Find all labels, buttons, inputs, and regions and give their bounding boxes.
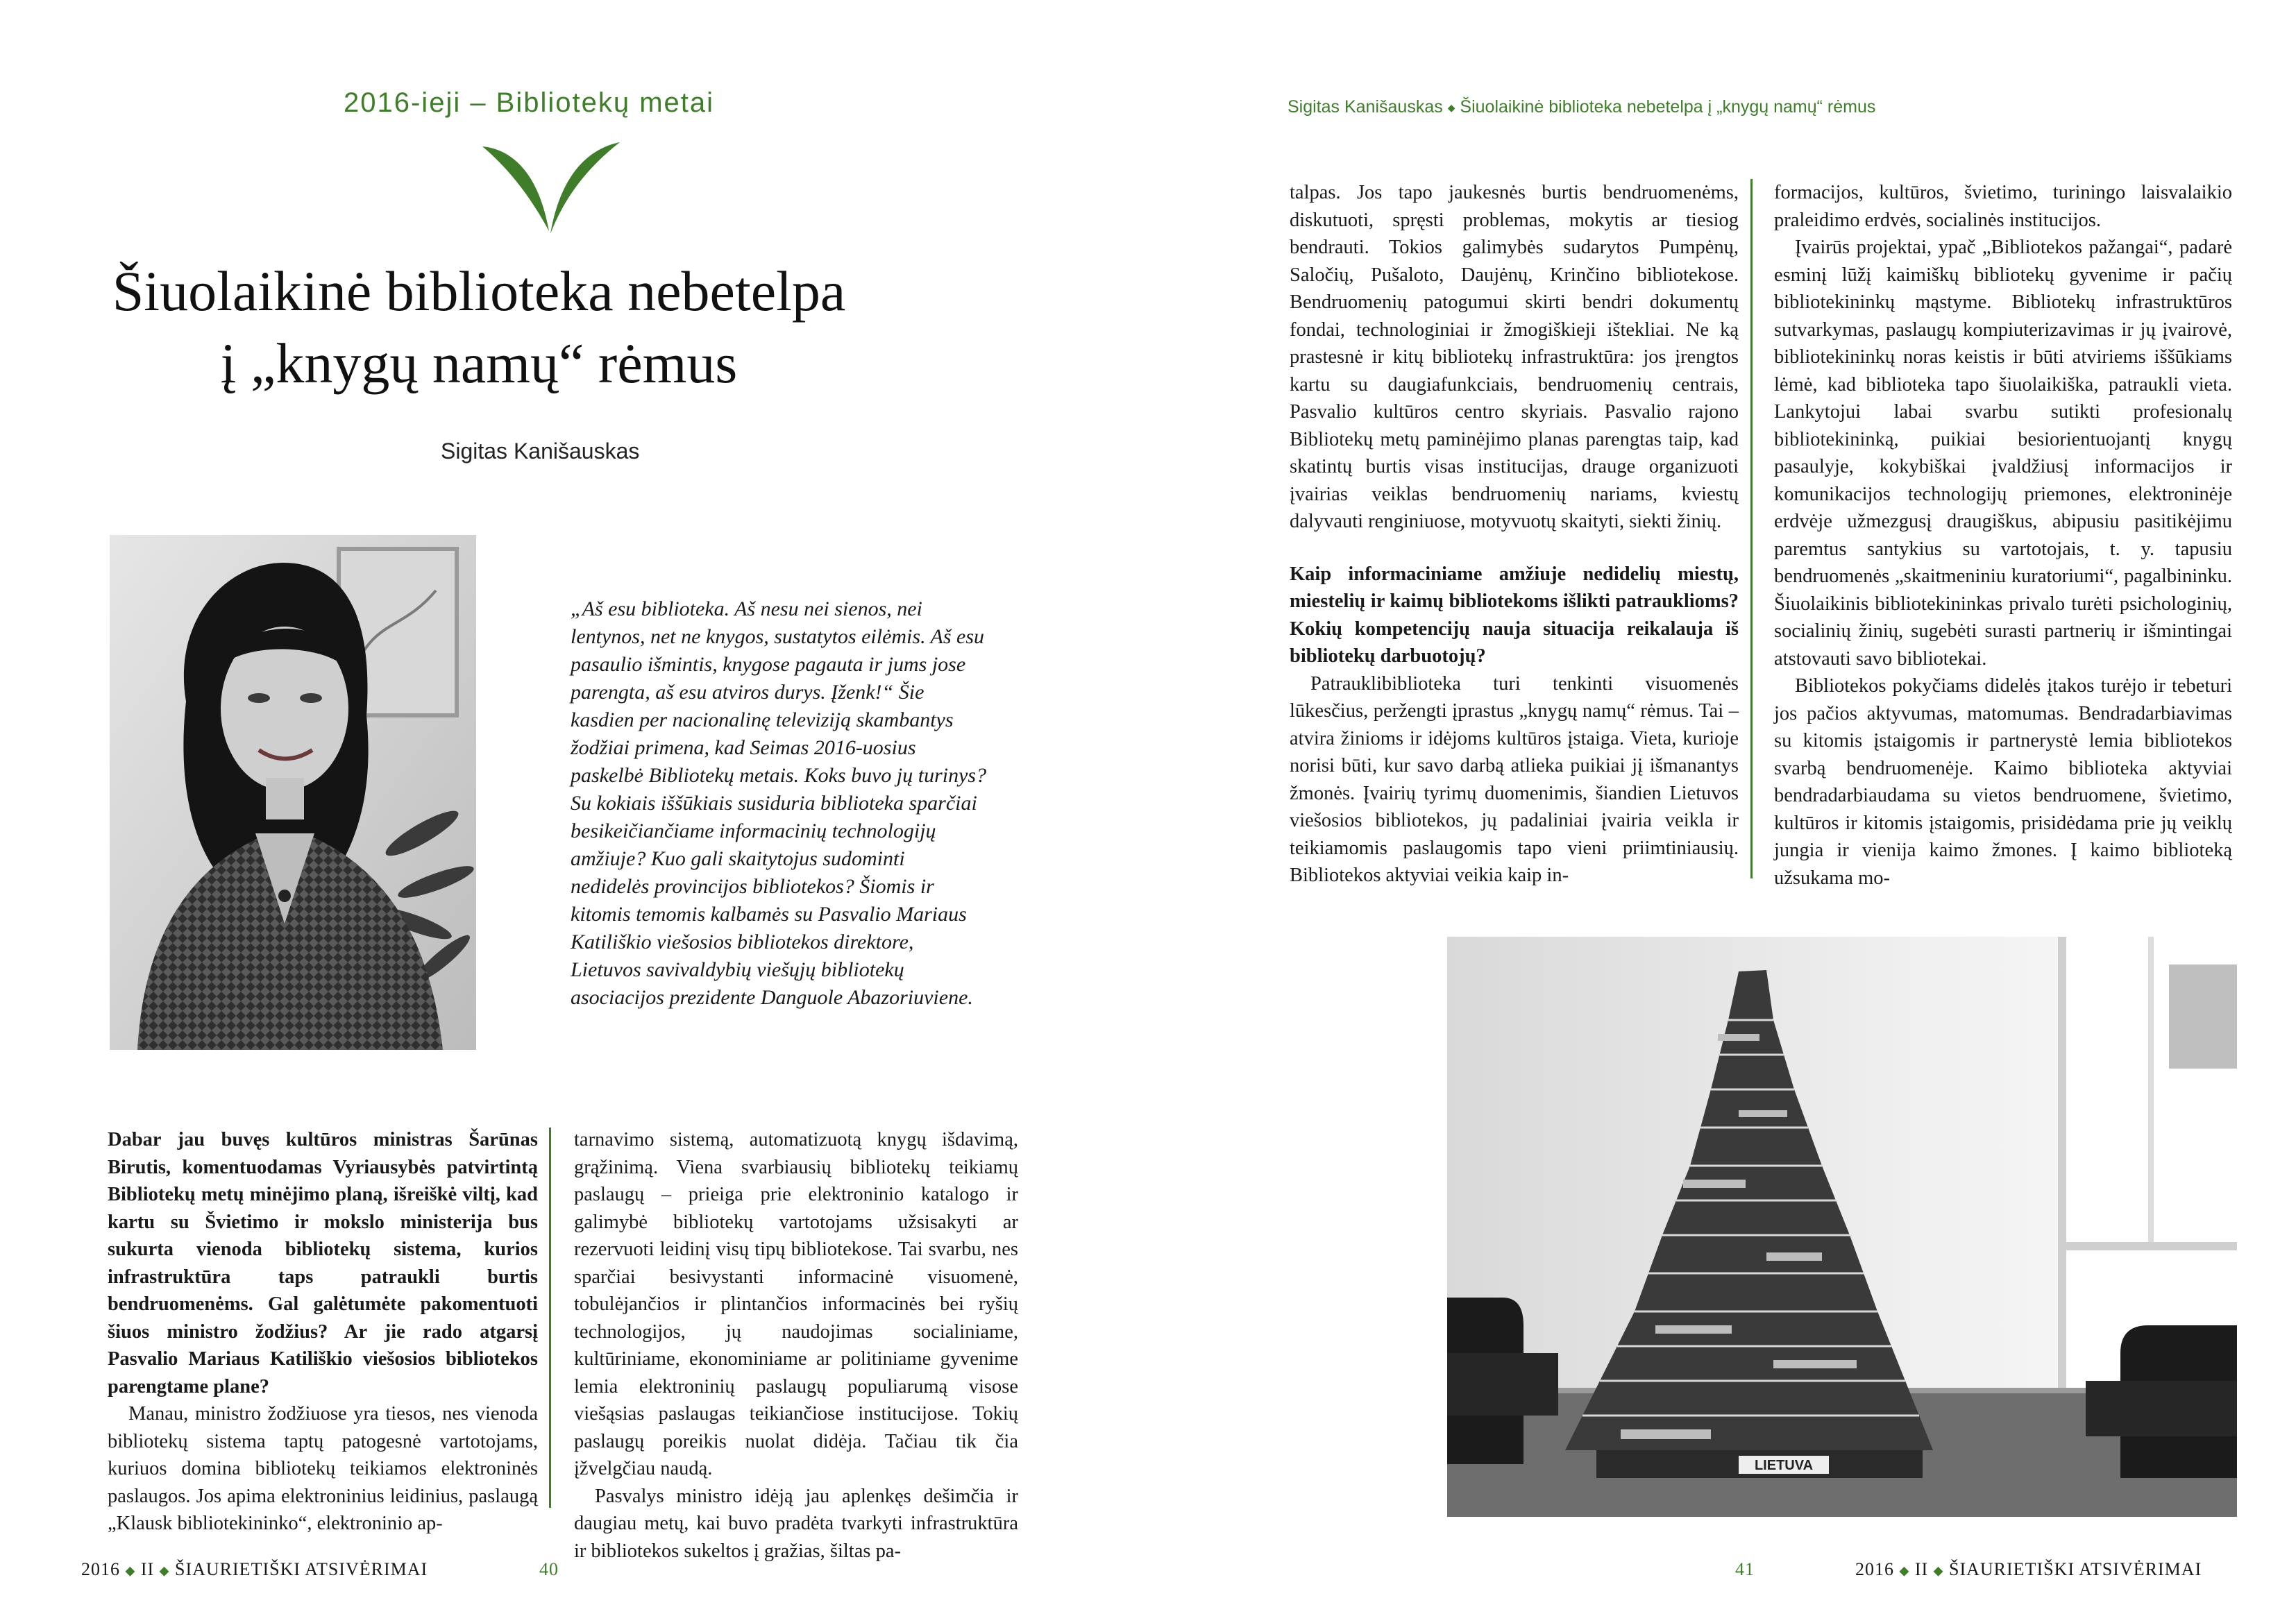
left-footer	[81, 1559, 581, 1580]
portrait-photo	[110, 535, 476, 1050]
interview-answer: Manau, ministro žodžiuose yra tiesos, nes vienoda bibliotekų sistema taptų patogesnė vartotojams, kuriuos domina bibliotekų teikiamos elektroninės paslaugos. Jos apima elektroninius leidinius, paslaugą „Klausk bibliotekininko“, elektroninio ap-	[108, 1403, 538, 1534]
running-head-title: Šiuolaikinė biblioteka nebetelpa į „knygų namų“ rėmus	[1460, 97, 1876, 117]
right-column-2	[1774, 179, 2232, 892]
page-number: 41	[1735, 1559, 1755, 1579]
column-rule	[549, 1128, 551, 1508]
title-line-2: į „knygų namų“ rėmus	[220, 332, 738, 395]
article-author: Sigitas Kanišauskas	[441, 439, 640, 464]
diamond-icon: ◆	[1899, 1563, 1910, 1578]
book-tree-photo	[1447, 937, 2237, 1517]
running-head	[1288, 97, 1982, 117]
article-title	[83, 255, 875, 400]
article-lead: „Aš esu biblioteka. Aš nesu nei sienos, nei lentynos, net ne knygos, sustatytos eilėmis. Aš esu pasaulio išmintis, knygose pagauta ir jums jose parengta, aš esu atviros durys. Įženk!“ Šie kasdien per nacionalinę televiziją skambantys žodžiai primena, kad Seimas 2016-uosius paskelbė Bibliotekų metais. Koks buvo jų turinys? Su kokiais iššūkiais susiduria biblioteka sparčiai besikeičiančiame informacinių technologijų amžiuje? Kuo gali skaitytojus sudominti nedidelės provincijos bibliotekos? Šiomis ir kitomis temomis kalbamės su Pasvalio Mariaus Katiliškio viešosios bibliotekos direktore, Lietuvos savivaldybių viešųjų bibliotekų asociacijos prezidente Danguole Abazoriuviene.	[571, 597, 987, 1009]
footer-issue: II	[140, 1559, 155, 1579]
footer-issue: II	[1914, 1559, 1929, 1579]
left-column-2	[574, 1126, 1018, 1565]
interview-question: Kaip informaciniame amžiuje nedidelių miestų, miestelių ir kaimų bibliotekoms išlikti patrauklioms? Kokių kompetencijų nauja situacija reikalauja iš bibliotekų darbuotojų?	[1290, 563, 1739, 667]
paragraph: talpas. Jos tapo jaukesnės burtis bendruomenėms, diskutuoti, spręsti problemas, mokytis ar tiesiog bendrauti. Tokios galimybės sudarytos Pumpėnų, Saločių, Pušaloto, Daujėnų, Krinčino bibliotekose. Bendruomenių patogumui skirti bendri dokumentų fondai, technologiniai ir žmogiškieji ištekliai. Ne ką prastesnė ir kitų bibliotekų infrastruktūra: jos įrengtos kartu su daugiafunkciais, bendruomenių centrais, Pasvalio kultūros centro skyriais. Pasvalio rajono Bibliotekų metų paminėjimo planas parengtas taip, kad skatintų burtis visas institucijas, drauge organizuoti įvairias veiklas bendruomenių nariams, kviestų dalyvauti renginiuose, motyvuotų skaityti, siekti žinių.	[1290, 182, 1739, 532]
book-spine-label: LIETUVA	[1754, 1458, 1814, 1473]
paragraph: tarnavimo sistemą, automatizuotą knygų išdavimą, grąžinimą. Viena svarbiausių bibliotekų teikiamų paslaugų – prieiga prie elektroninio katalogo ir galimybė bibliotekų vartotojams užsisakyti ar rezervuoti leidinį visų tipų bibliotekose. Tai svarbu, nes sparčiai besivystanti informacinė visuomenė, tobulėjančios ir plintančios informacinės bei ryšių technologijos, jų naudojimas socialiniame, kultūriniame, ekonominiame ar politiniame gyvenime lemia elektroninių paslaugų populiarumą visose viešąsias paslaugas teikiančiose institucijose. Tokių paslaugų poreikis nuolat didėja. Tačiau tik čia įžvelgčiau naudą.	[574, 1129, 1018, 1479]
footer-magazine: ŠIAURIETIŠKI ATSIVĖRIMAI	[1949, 1559, 2202, 1579]
paragraph: Pasvalys ministro idėją jau aplenkęs dešimčia ir daugiau metų, kai buvo pradėta tvarkyti infrastruktūra ir bibliotekos sukeltos į gražias, šiltas pa-	[574, 1485, 1018, 1562]
interview-question: Dabar jau buvęs kultūros ministras Šarūnas Birutis, komentuodamas Vyriausybės patvirtintą Bibliotekų metų minėjimo planą, išreiškė viltį, kad kartu su Švietimo ir mokslo ministerija bus sukurta vienoda bibliotekų sistema, kurios infrastruktūra taps patraukli burtis bendruomenėms. Gal galėtumėte pakomentuoti šiuos ministro žodžius? Ar jie rado atgarsį Pasvalio Mariaus Katiliškio viešosios bibliotekos parengtame plane?	[108, 1129, 538, 1397]
footer-magazine: ŠIAURIETIŠKI ATSIVĖRIMAI	[175, 1559, 428, 1579]
paragraph: formacijos, kultūros, švietimo, turiningo laisvalaikio praleidimo erdvės, socialinės institucijos.	[1774, 182, 2232, 231]
diamond-icon: ◆	[1447, 101, 1455, 113]
diamond-icon: ◆	[159, 1563, 170, 1578]
paragraph: Įvairūs projektai, ypač „Bibliotekos pažangai“, padarė esminį lūžį kaimiškų bibliotekų gyvenime ir pačių bibliotekininkų mąstyme. Bibliotekų infrastruktūros sutvarkymas, paslaugų kompiuterizavimas ir jų įvairovė, bibliotekininkų noras keistis ir būti atviriems iššūkiams lėmė, kad biblioteka tapo šiuolaikiška, patraukli vieta. Lankytojui labai svarbu sutikti profesionalų bibliotekininką, puikiai besiorientuojantį knygų pasaulyje, kokybiškai įvaldžiusį informacijos ir komunikacijos technologijų priemones, elektroninėje erdvėje užmezgusį draugiškus, abipusiu pasitikėjimu paremtus santykius su vartotojais, t. y. tapusiu bendruomenės „skaitmeniniu kuratoriumi“, pagalbininku. Šiuolaikinis bibliotekininkas privalo turėti psichologinių, socialinių žinių, sugebėti surasti partnerių ir išmintingai atstovauti savo bibliotekai.	[1774, 237, 2232, 670]
running-head-author: Sigitas Kanišauskas	[1288, 97, 1443, 117]
title-line-1: Šiuolaikinė biblioteka nebetelpa	[112, 260, 846, 323]
leaf-ornament-icon	[482, 142, 621, 239]
footer-year: 2016	[1855, 1559, 1894, 1579]
diamond-icon: ◆	[1933, 1563, 1944, 1578]
section-kicker: 2016-ieji – Bibliotekų metai	[344, 87, 715, 118]
left-column-1	[108, 1126, 538, 1538]
right-column-1	[1290, 179, 1739, 890]
paragraph: Bibliotekos pokyčiams didelės įtakos turėjo ir tebeturi jos pačios aktyvumas, matomumas. Bendradarbiavimas su kitomis įstaigomis ir partnerystė lemia bibliotekos svarbą bendruomenėje. Kaimo biblioteka aktyviai bendradarbiaudama su vietos bendruomene, švietimo, kultūros ir kitomis įstaigomis, prisidėdama prie jų veiklų jungia ir vienija kaimo žmones. Į kaimo biblioteką užsukama mo-	[1774, 675, 2232, 889]
diamond-icon: ◆	[125, 1563, 136, 1578]
right-footer	[1735, 1559, 2235, 1580]
paragraph: Patrauklibiblioteka turi tenkinti visuomenės lūkesčius, peržengti įprastus „knygų namų“ rėmus. Tai – atvira žinioms ir idėjoms kultūros įstaiga. Vieta, kurioje norisi būti, kur savo darbą atlieka puikiai jį išmanantys žmonės. Įvairių tyrimų duomenimis, šiandien Lietuvos viešosios bibliotekos, jų padaliniai įvairia veikla ir teikiamomis paslaugomis tapo vieni priimtiniausių. Bibliotekos aktyviai veikia kaip in-	[1290, 672, 1739, 886]
column-rule	[1750, 179, 1753, 878]
page-number: 40	[539, 1559, 559, 1579]
footer-year: 2016	[81, 1559, 120, 1579]
